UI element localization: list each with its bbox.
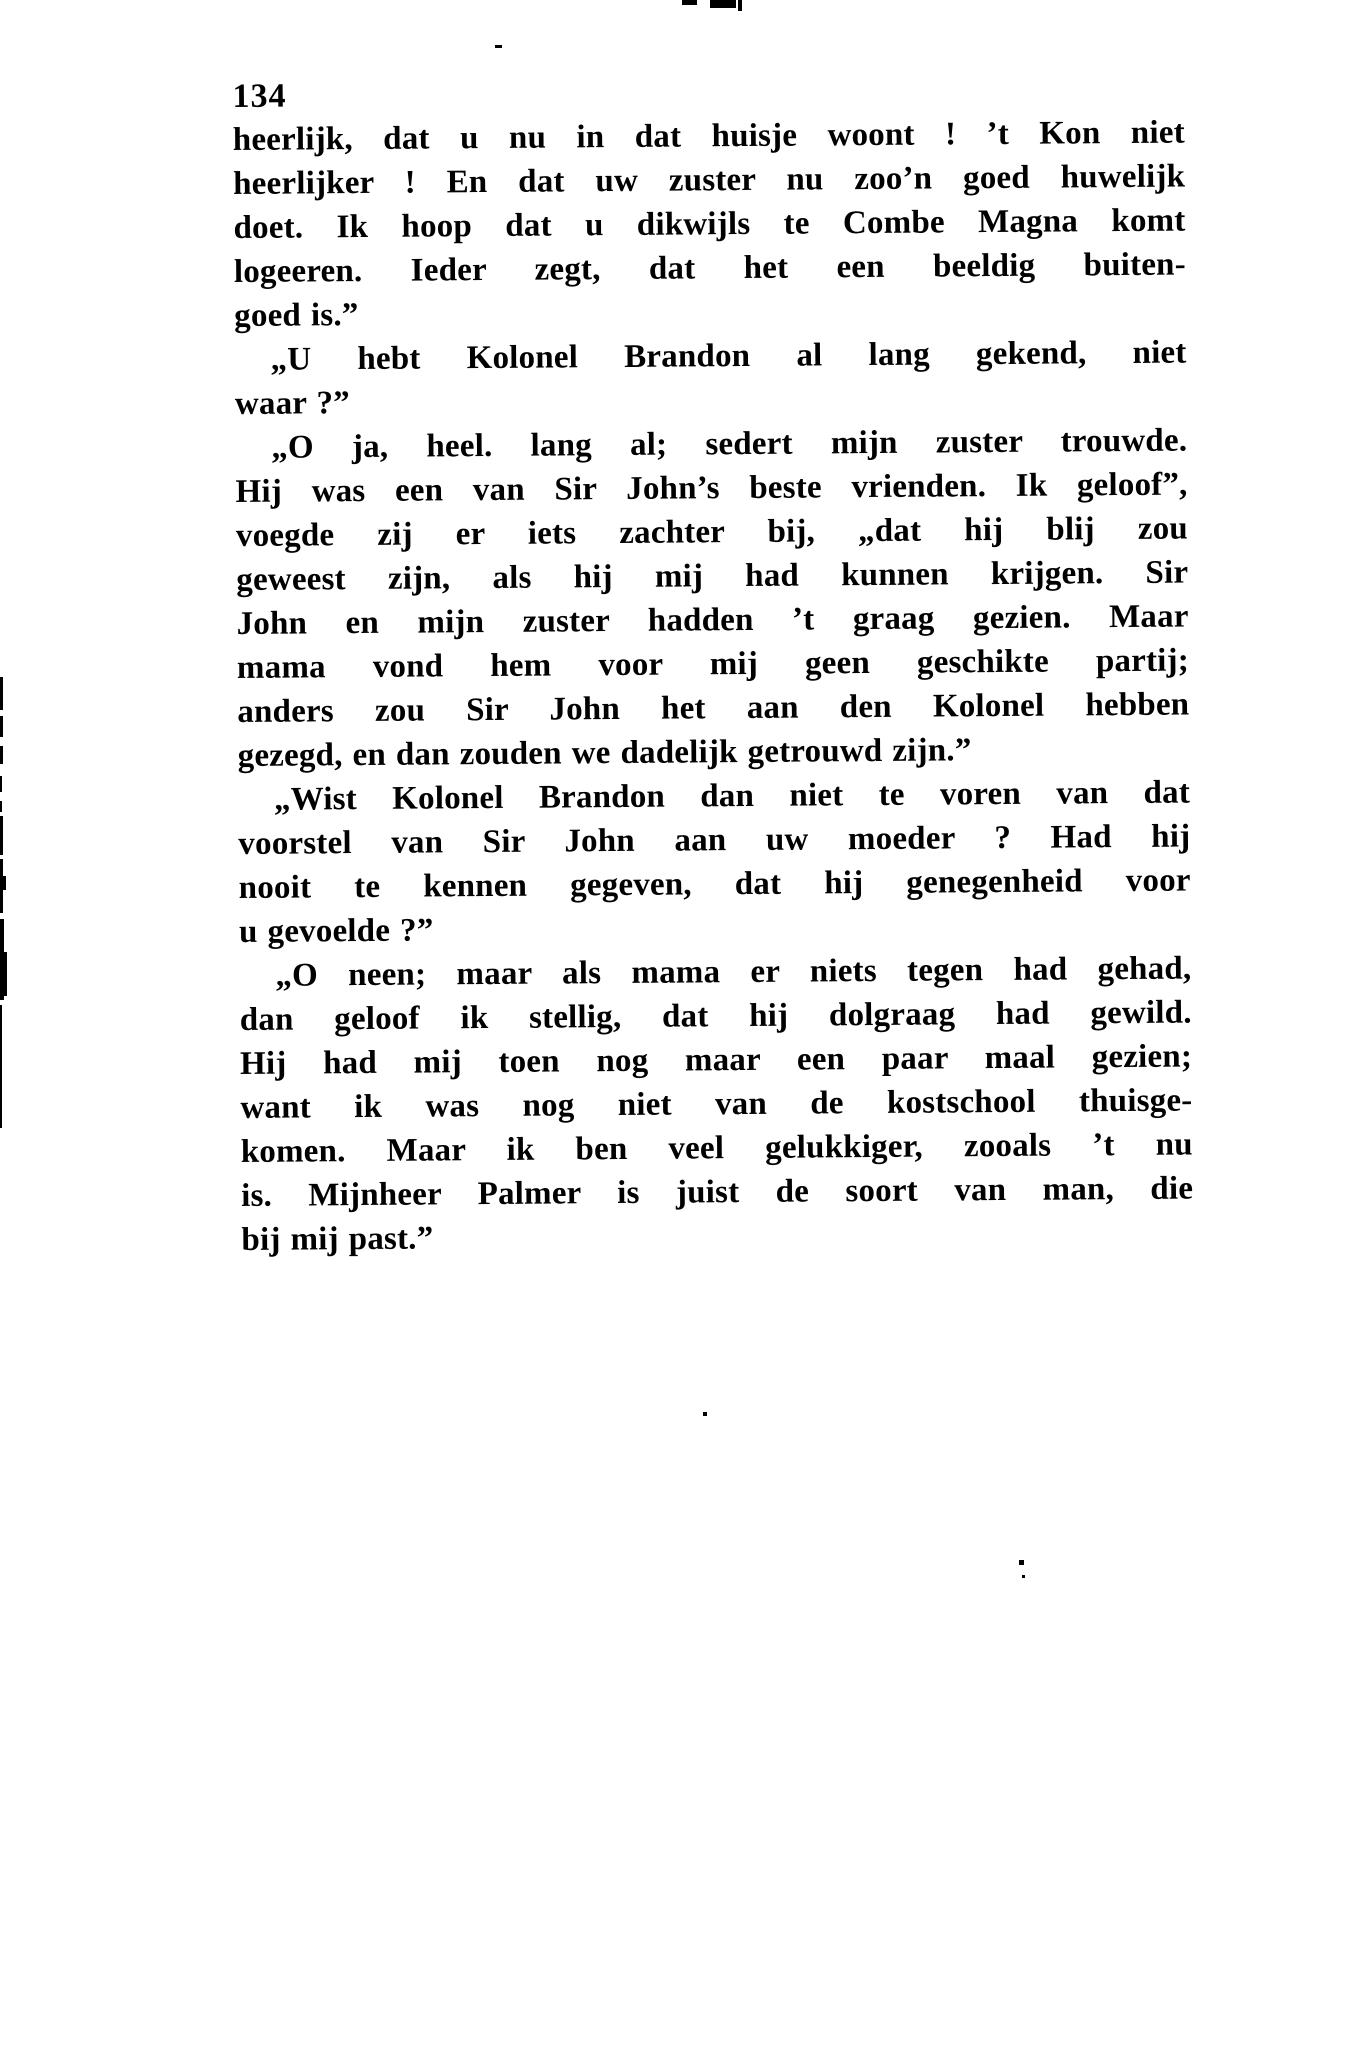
text-line: geweest zijn, als hij mij had kunnen krijgen. Sir [236,554,1189,599]
text-line: „O ja, heel. lang al; sedert mijn zuster trouwde. [271,422,1188,466]
text-line: Hij had mij toen nog maar een paar maal gezien; [239,1038,1193,1082]
text-line: bij mij past.” [241,1220,434,1258]
text-block [232,73,1193,1262]
text-line: „Wist Kolonel Brandon dan niet te voren van dat [273,774,1191,818]
text-line: is. Mijnheer Palmer is juist de soort van man, die [240,1170,1194,1214]
text-line: doet. Ik hoop dat u dikwijls te Combe Magna komt [233,202,1186,247]
scan-artifact-speck [1022,1575,1025,1578]
text-line: u gevoelde ?” [238,912,434,950]
text-line: John en mijn zuster hadden ’t graag gezien. Maar [236,598,1189,643]
page-number: 134 [232,77,287,116]
scan-artifact-left-edge [0,816,3,855]
scan-artifact-left-edge [0,876,6,890]
text-line: voorstel van Sir John aan uw moeder ? Had hij [238,818,1191,862]
scan-artifact-left-edge [0,801,2,812]
scan-artifact-left-edge [0,1005,2,1128]
text-line: nooit te kennen gegeven, dat hij genegenheid voor [238,862,1191,906]
text-line: logeeren. Ieder zegt, dat het een beeldig buiten- [233,246,1186,291]
scan-artifact-top-mark [682,0,697,5]
scan-artifact-dash [495,45,502,48]
text-line: voegde zij er iets zachter bij, „dat hij blij zou [235,510,1189,555]
text-line: „U hebt Kolonel Brandon al lang gekend, niet [270,334,1187,378]
text-line: want ik was nog niet van de kostschool thuisge- [240,1082,1193,1126]
text-line: goed is.” [234,297,359,335]
scan-artifact-top-mark [710,0,736,8]
text-line: heerlijker ! En dat uw zuster nu zoo’n goed huwelijk [233,158,1186,203]
scan-artifact-left-edge [0,716,3,737]
scan-artifact-speck [1019,1560,1024,1565]
scan-artifact-top-mark [738,0,742,11]
scan-artifact-left-edge [0,952,7,996]
scan-artifact-left-edge [0,776,2,792]
text-line: waar ?” [234,385,351,423]
text-line: mama vond hem voor mij geen geschikte partij; [236,642,1190,686]
text-line: dan geloof ik stellig, dat hij dolgraag had gewild. [239,994,1192,1038]
scan-artifact-left-edge [0,677,3,710]
text-line: heerlijk, dat u nu in dat huisje woont ! ’t Kon niet [232,114,1185,159]
text-line: „O neen; maar als mama er niets tegen had gehad, [275,950,1192,994]
text-line: Hij was een van Sir John’s beste vrienden. Ik geloof”, [235,466,1188,511]
scan-artifact-speck [703,1412,707,1416]
scan-artifact-left-edge [0,746,3,764]
text-line: anders zou Sir John het aan den Kolonel hebben [237,686,1190,730]
text-line: komen. Maar ik ben veel gelukkiger, zooals ’t nu [240,1126,1193,1170]
text-line: gezegd, en dan zouden we dadelijk getrouwd zijn.” [237,732,972,774]
